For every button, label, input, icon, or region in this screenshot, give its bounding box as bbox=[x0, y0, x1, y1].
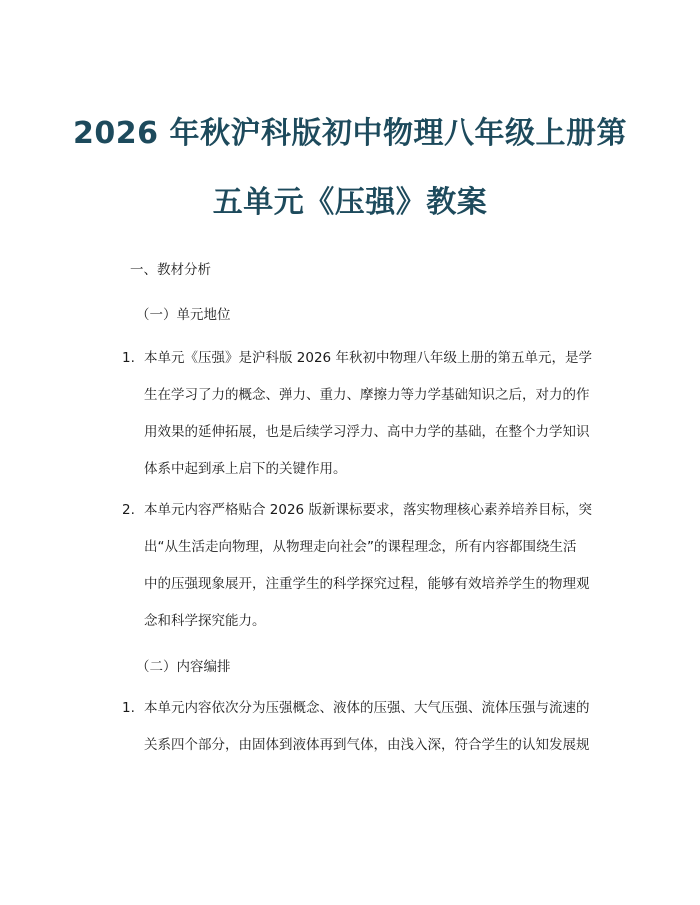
paragraph-line: 本单元内容严格贴合 2026 版新课标要求，落实物理核心素养培养目标，突 bbox=[144, 502, 592, 518]
paragraph-line: 出“从生活走向物理，从物理走向社会”的课程理念，所有内容都围绕生活 bbox=[144, 539, 577, 555]
section-heading-textbook-analysis: 一、教材分析 bbox=[130, 262, 211, 278]
list-item bbox=[122, 690, 602, 764]
subsection-heading-unit-position: （一）单元地位 bbox=[136, 307, 231, 323]
list-item bbox=[122, 492, 602, 640]
paragraph-line: 体系中起到承上启下的关键作用。 bbox=[144, 461, 347, 477]
list-item bbox=[122, 340, 602, 488]
paragraph-line: 本单元《压强》是沪科版 2026 年秋初中物理八年级上册的第五单元，是学 bbox=[144, 350, 592, 366]
list-item-number: 2. bbox=[122, 502, 135, 518]
paragraph-line: 本单元内容依次分为压强概念、液体的压强、大气压强、流体压强与流速的 bbox=[144, 700, 590, 716]
paragraph-line: 生在学习了力的概念、弹力、重力、摩擦力等力学基础知识之后，对力的作 bbox=[144, 387, 590, 403]
paragraph-line: 中的压强现象展开，注重学生的科学探究过程，能够有效培养学生的物理观 bbox=[144, 576, 590, 592]
paragraph-line: 念和科学探究能力。 bbox=[144, 613, 266, 629]
document-title-line-2: 五单元《压强》教案 bbox=[212, 185, 488, 220]
list-item-number: 1. bbox=[122, 700, 135, 716]
subsection-heading-content-arrangement: （二）内容编排 bbox=[136, 659, 231, 675]
document-title-line-1: 2026 年秋沪科版初中物理八年级上册第 bbox=[73, 116, 627, 151]
list-item-number: 1. bbox=[122, 350, 135, 366]
paragraph-line: 用效果的延伸拓展，也是后续学习浮力、高中力学的基础，在整个力学知识 bbox=[144, 424, 590, 440]
paragraph-line: 关系四个部分，由固体到液体再到气体，由浅入深，符合学生的认知发展规 bbox=[144, 737, 590, 753]
